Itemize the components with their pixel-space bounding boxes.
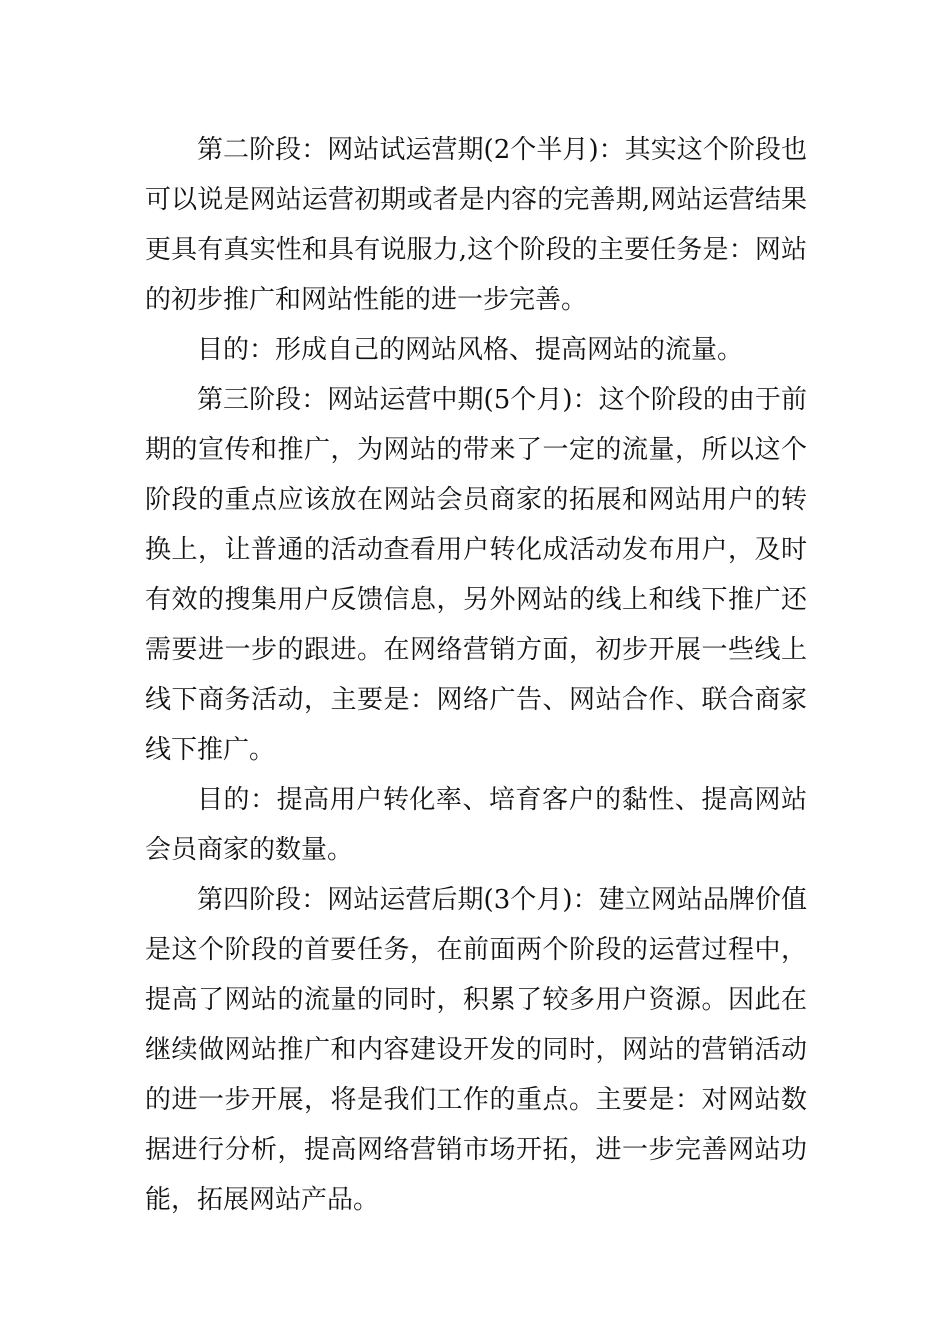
paragraph-goal-stage-three: 目的：提高用户转化率、培育客户的黏性、提高网站会员商家的数量。 <box>145 785 807 865</box>
paragraph-stage-two: 第二阶段：网站试运营期(2个半月)：其实这个阶段也可以说是网站运营初期或者是内容的完善期,网站运营结果更具有真实性和具有说服力,这个阶段的主要任务是：网站的初步推广和网站性能的进一步完善。 <box>145 135 807 315</box>
paragraph-goal-stage-two: 目的：形成自己的网站风格、提高网站的流量。 <box>197 335 744 365</box>
paragraph-stage-three: 第三阶段：网站运营中期(5个月)：这个阶段的由于前期的宣传和推广，为网站的带来了一定的流量，所以这个阶段的重点应该放在网站会员商家的拓展和网站用户的转换上，让普通的活动查看用户转化成活动发布用户，及时有效的搜集用户反馈信息，另外网站的线上和线下推广还需要进一步的跟进。在网络营销方面，初步开展一些线上线下商务活动，主要是：网络广告、网站合作、联合商家线下推广。 <box>145 385 807 765</box>
paragraph-stage-four: 第四阶段：网站运营后期(3个月)：建立网站品牌价值是这个阶段的首要任务，在前面两个阶段的运营过程中，提高了网站的流量的同时，积累了较多用户资源。因此在继续做网站推广和内容建设开发的同时，网站的营销活动的进一步开展，将是我们工作的重点。主要是：对网站数据进行分析，提高网络营销市场开拓，进一步完善网站功能，拓展网站产品。 <box>145 885 807 1215</box>
document-body <box>145 125 807 1225</box>
